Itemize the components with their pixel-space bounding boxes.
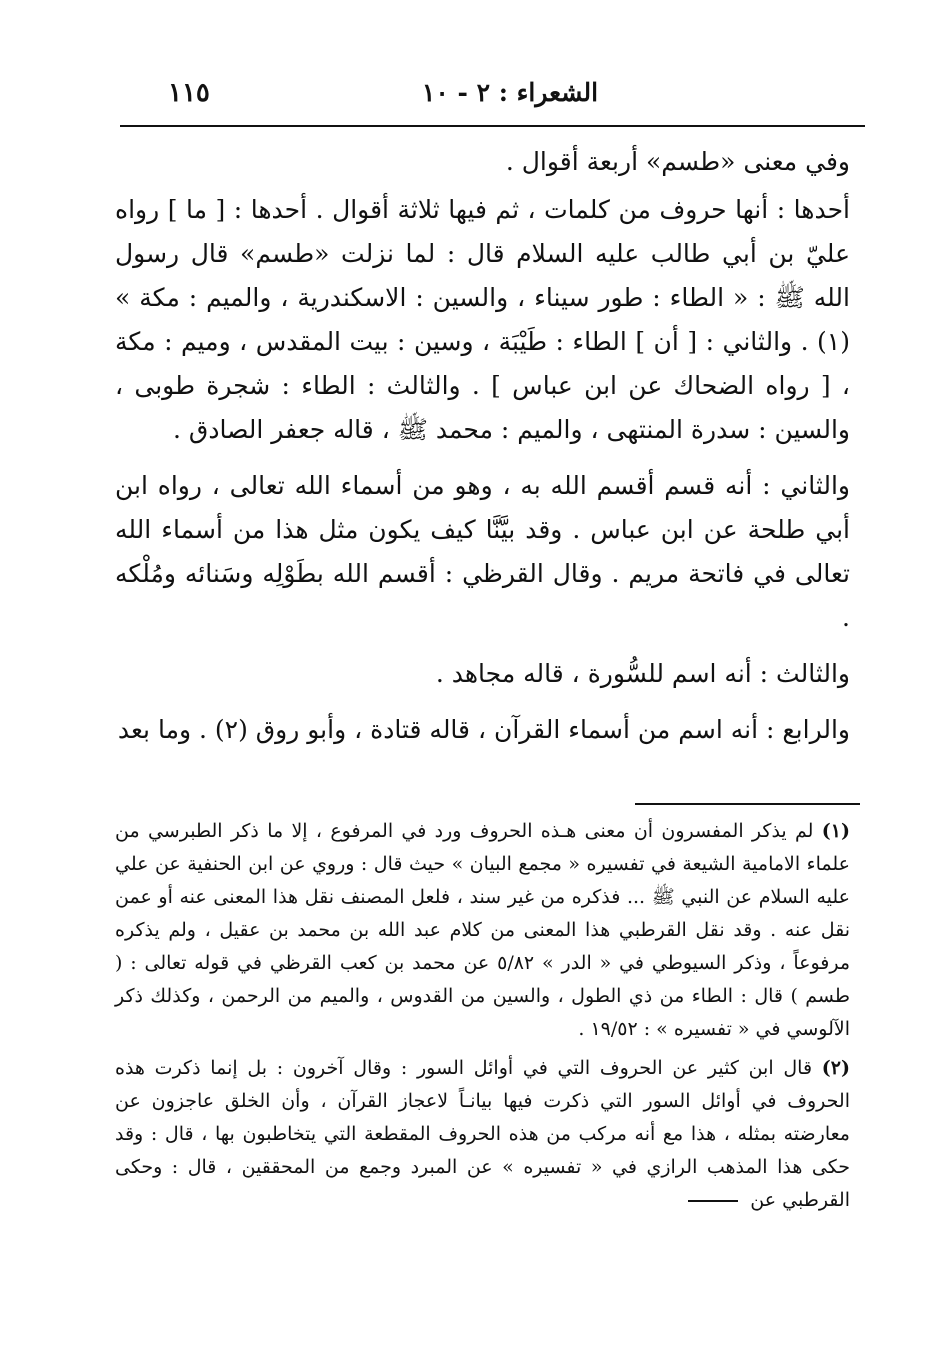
header-rule [120,125,865,127]
footnote [115,815,850,1046]
footnote-text: لم يذكر المفسرون أن معنى هـذه الحروف ورد في المرفوع ، إلا ما ذكر الطبرسي من علماء الامامية الشيعة في تفسيره « مجمع البيان » حيث قال : وروي عن ابن الحنفية عن علي عليه السلام عن النبي ﷺ ... فذكره من غير سند ، فلعل المصنف نقل هذا المعنى عنه أو عمن نقل عنه . وقد نقل القرطبي هذا المعنى من كلام عبد الله بن محمد بن عقيل ، ولم يذكره مرفوعاً ، وذكر السيوطي في « الدر » ٥/٨٢ عن محمد بن كعب القرظي في قوله تعالى : ( طسم ) قال : الطاء من ذي الطول ، والسين من القدوس ، والميم من الرحمن ، وكذلك ذكر الآلوسي في « تفسيره » : ١٩/٥٢ . [115,820,851,1040]
continuation-dash [688,1200,738,1202]
paragraph: وفي معنى «طسم» أربعة أقوال . [505,147,850,176]
running-title: الشعراء : ٢ - ١٠ [421,78,599,107]
paragraph: والثالث : أنه اسم للسُّورة ، قاله مجاهد . [435,659,850,688]
footnote-text: قال ابن كثير عن الحروف التي في أوائل السور : وقال آخرون : بل إنما ذكرت هذه الحروف في أوائل السور التي ذكرت فيها بيانـاً لاعجاز القرآن ، وأن الخلق عاجزون عن معارضته بمثله ، هذا مع أنه مركب من هذه الحروف المقطعة التي يتخاطبون بها ، قال : وقد حكى هذا المذهب الرازي في « تفسيره » عن المبرد وجمع من المحققين ، قال : وحكى القرطبي عن [115,1057,850,1211]
paragraph: والثاني : أنه قسم أقسم الله به ، وهو من أسماء الله تعالى ، رواه ابن أبي طلحة عن ابن عباس . وقد بيَّنَّا كيف يكون مثل هذا من أسماء الله تعالى في فاتحة مريم . وقال القرظي : أقسم الله بطَوْلِه وسَنائه ومُلْكه . [115,471,850,632]
running-head [120,78,865,118]
footnote-number: (١) [821,820,850,842]
footnote-rule [635,803,860,805]
footnote [115,1052,850,1217]
body-text [115,140,850,764]
footnote-number: (٢) [821,1057,850,1079]
page-number: ١١٥ [168,78,210,108]
paragraph: أحدها : أنها حروف من كلمات ، ثم فيها ثلاثة أقوال . أحدها : [ ما ] رواه عليّ بن أبي طالب عليه السلام قال : لما نزلت «طسم» قال رسول الله ﷺ : « الطاء : طور سيناء ، والسين : الاسكندرية ، والميم : مكة » (١) . والثاني : [ أن ] الطاء : طَيْبَة ، وسين : بيت المقدس ، وميم : مكة ، [ رواه الضحاك عن ابن عباس ] . والثالث : الطاء : شجرة طوبى ، والسين : سدرة المنتهى ، والميم : محمد ﷺ ، قاله جعفر الصادق . [115,195,850,444]
paragraph: والرابع : أنه اسم من أسماء القرآن ، قاله قتادة ، وأبو روق (٢) . وما بعد [117,715,850,744]
footnotes [115,815,850,1223]
